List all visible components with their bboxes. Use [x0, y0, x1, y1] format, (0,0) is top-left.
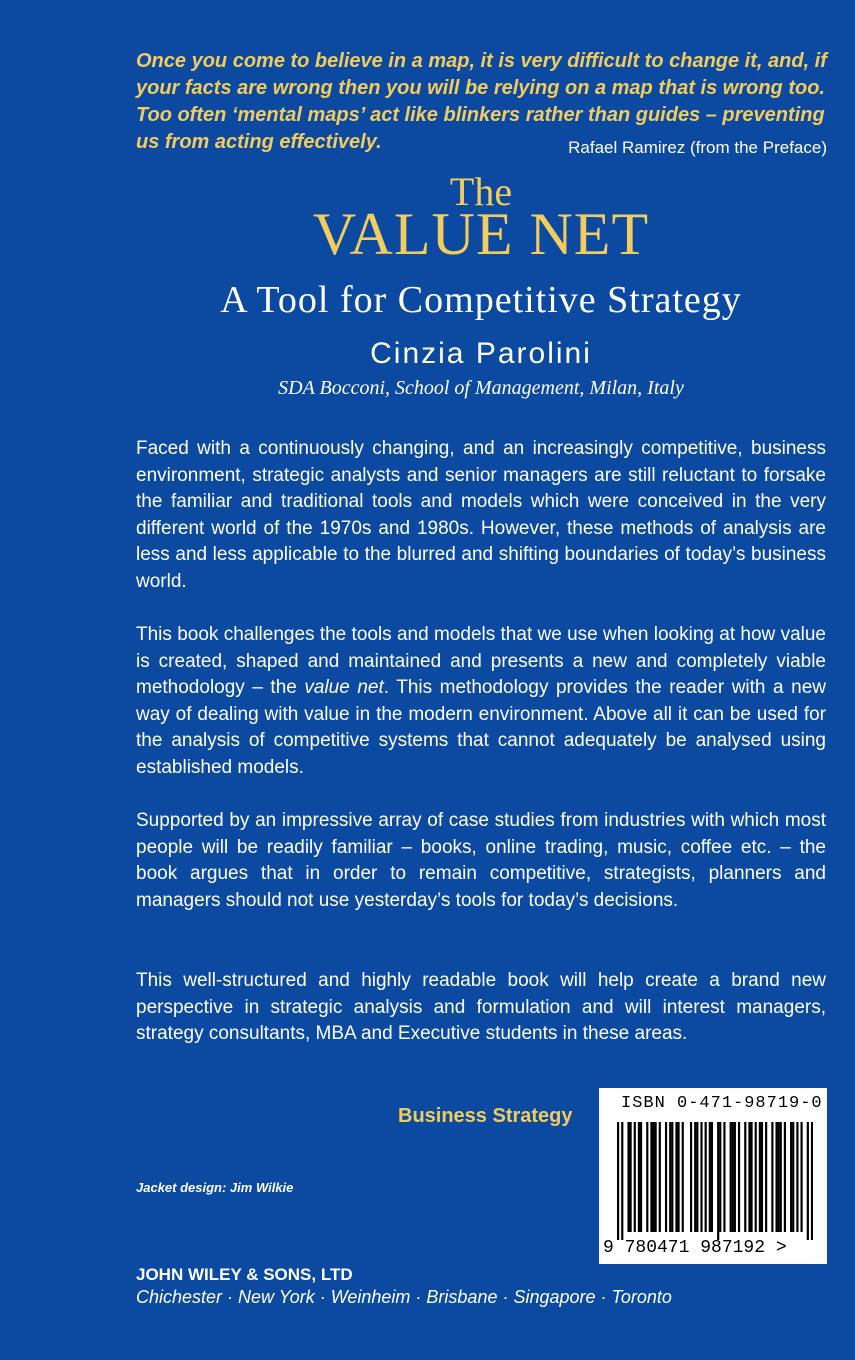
barcode-bar [694, 1122, 696, 1232]
barcode-bar [717, 1122, 719, 1240]
barcode-bar [775, 1122, 777, 1232]
barcode-bar [719, 1122, 721, 1232]
barcode-bar [690, 1122, 692, 1232]
barcode-bar [677, 1122, 679, 1232]
paragraph-2-text-start: This book challenges the tools and models that we use when looking at how value is created, shaped and maintained and presents a new and completely viable methodology – the [136, 624, 826, 698]
barcode-bars [617, 1122, 813, 1240]
barcode-bar [711, 1122, 713, 1232]
barcode-bar [765, 1122, 767, 1232]
description-paragraph-2 [136, 622, 826, 781]
barcode-bar [634, 1122, 636, 1232]
barcode-bar [646, 1122, 648, 1232]
barcode-bar [655, 1122, 657, 1232]
barcode-bar [675, 1122, 677, 1232]
description-paragraph-4: This well-structured and highly readable book will help create a brand new perspective in strategic analysis and formulation and will interest managers, strategy consultants, MBA and Executive students in these areas. [136, 970, 826, 1044]
barcode-bar [744, 1122, 746, 1232]
barcode-bar [709, 1122, 711, 1232]
barcode-bar [748, 1122, 750, 1232]
quote-attribution: Rafael Ramirez (from the Preface) [568, 138, 827, 157]
category-label: Business Strategy [398, 1105, 573, 1127]
barcode-bar [730, 1122, 732, 1232]
barcode-bar [800, 1122, 802, 1232]
barcode-bar [780, 1122, 782, 1232]
paragraph-2-text-end: . This methodology provides the reader with a new way of dealing with value in the modern environment. Above all it can be used for the analysis of competitive systems that cannot adequately be analysed using established models. [136, 677, 826, 778]
barcode-bar [778, 1122, 780, 1232]
barcode-bar [807, 1122, 809, 1240]
barcode-bar [750, 1122, 752, 1232]
barcode-bar [682, 1122, 684, 1232]
author-affiliation: SDA Bocconi, School of Management, Milan, Italy [278, 377, 684, 399]
isbn-barcode [599, 1088, 827, 1264]
publisher-cities: Chichester · New York · Weinheim · Brisbane · Singapore · Toronto [136, 1287, 672, 1307]
barcode-bar [700, 1122, 702, 1232]
description-paragraph-3: Supported by an impressive array of case studies from industries with which most people will be readily familiar – books, online trading, music, coffee etc. – the book argues that in order to remain competitive, strategists, planners and managers should not use yesterday’s tools for today’s decisions. [136, 810, 826, 911]
barcode-bar [723, 1122, 725, 1232]
value-net-term: value net [304, 677, 384, 698]
title-article: The [449, 169, 513, 214]
barcode-bar [621, 1122, 623, 1240]
barcode-bar [761, 1122, 763, 1232]
barcode-bar [738, 1122, 740, 1232]
barcode-bar [792, 1122, 794, 1232]
barcode-bar [790, 1122, 792, 1232]
barcode-bar [671, 1122, 673, 1232]
barcode-bar [669, 1122, 671, 1232]
barcode-bar [659, 1122, 661, 1232]
preface-quote: Once you come to believe in a map, it is very difficult to change it, and, if your facts are wrong then you will be relying on a map that is wrong too. Too often ‘mental maps’ act like blinkers rather than guides – preventing us from acting effectively. [136, 50, 827, 153]
barcode-bar [638, 1122, 640, 1232]
barcode-bar [732, 1122, 734, 1232]
barcode-bar [665, 1122, 667, 1232]
barcode-bar [784, 1122, 786, 1232]
barcode-bar [759, 1122, 761, 1232]
book-title: VALUE NET [312, 201, 650, 267]
barcode-bar [630, 1122, 632, 1232]
barcode-bar [755, 1122, 757, 1232]
barcode-bar [617, 1122, 619, 1240]
description-paragraph-1: Faced with a continuously changing, and an increasingly competitive, business environment, strategic analysts and senior managers are still reluctant to forsake the familiar and traditional tools and models which were conceived in the very different world of the 1970s and 1980s. However, these methods of analysis are less and less applicable to the blurred and shifting boundaries of today’s business world. [136, 438, 826, 592]
barcode-bar [652, 1122, 654, 1232]
barcode-bar [771, 1122, 773, 1232]
barcode-bar [734, 1122, 736, 1232]
book-subtitle: A Tool for Competitive Strategy [220, 279, 742, 321]
barcode-bar [696, 1122, 698, 1232]
jacket-design-credit: Jacket design: Jim Wilkie [136, 1180, 294, 1195]
barcode-bar [627, 1122, 629, 1232]
publisher-name: JOHN WILEY & SONS, LTD [136, 1265, 353, 1284]
isbn-number: ISBN 0-471-98719-0 [621, 1094, 823, 1113]
ean-number: 9 780471 987192 > [603, 1238, 787, 1258]
barcode-bar [811, 1122, 813, 1240]
barcode-bar [650, 1122, 652, 1232]
author-name: Cinzia Parolini [370, 337, 592, 370]
barcode-bar [705, 1122, 707, 1232]
barcode-bar [796, 1122, 798, 1232]
barcode-bar [640, 1122, 642, 1232]
